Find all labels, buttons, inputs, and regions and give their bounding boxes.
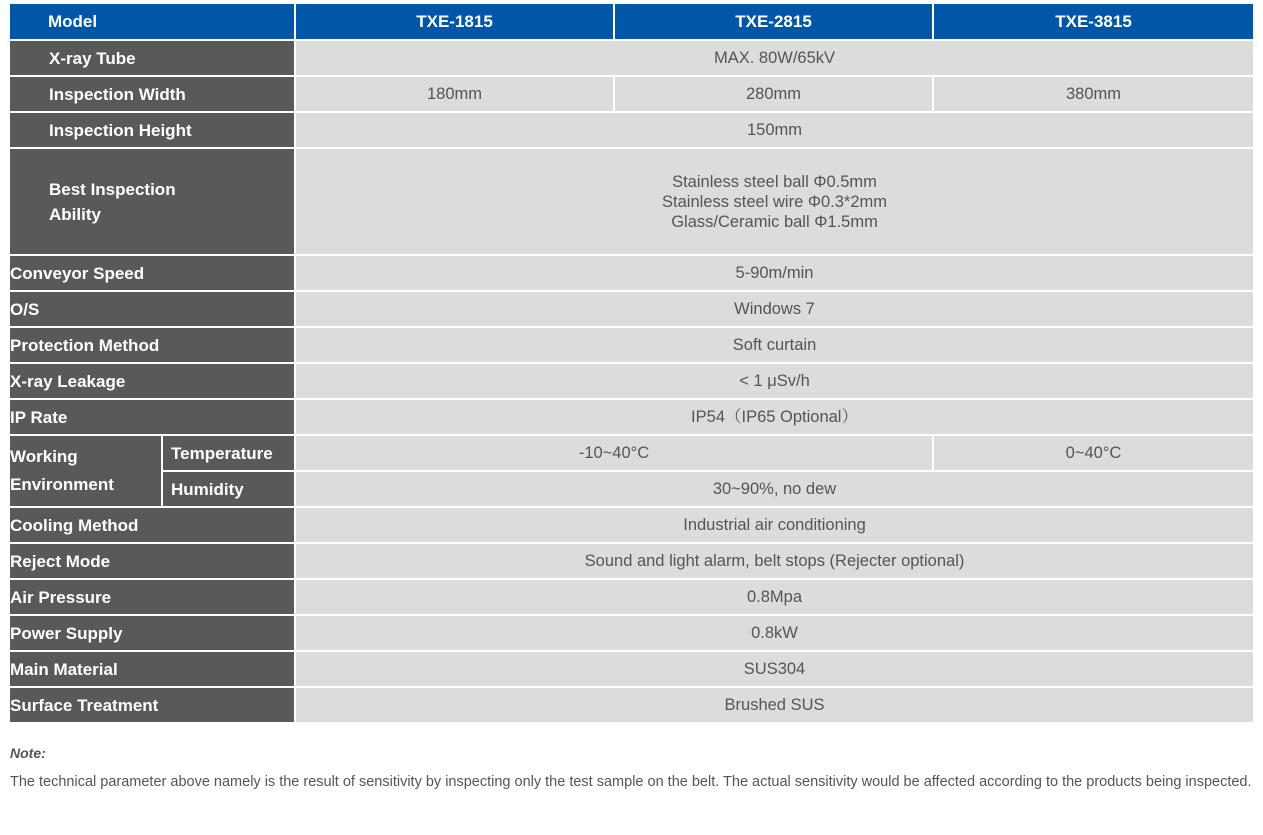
value-air-pressure: 0.8Mpa: [296, 580, 1253, 616]
value-best-inspection-ability: [296, 149, 1253, 256]
row-cooling-method: [10, 508, 1253, 544]
value-inspection-height: 150mm: [296, 113, 1253, 149]
row-label-os: O/S: [10, 292, 296, 328]
value-humidity: 30~90%, no dew: [296, 472, 1253, 508]
best-inspection-label-line2: Ability: [49, 204, 101, 224]
value-inspection-width-txe-2815: 280mm: [615, 77, 934, 113]
value-reject-mode: Sound and light alarm, belt stops (Rejecter optional): [296, 544, 1253, 580]
row-conveyor-speed: [10, 256, 1253, 292]
working-environment-line1: Working: [10, 447, 78, 466]
row-label-xray-tube: X-ray Tube: [10, 41, 296, 77]
value-inspection-width-txe-3815: 380mm: [934, 77, 1253, 113]
row-main-material: [10, 652, 1253, 688]
row-label-xray-leakage: X-ray Leakage: [10, 364, 296, 400]
row-ip-rate: [10, 400, 1253, 436]
value-xray-leakage: < 1 μSv/h: [296, 364, 1253, 400]
row-label-humidity: Humidity: [163, 472, 296, 508]
row-label-air-pressure: Air Pressure: [10, 580, 296, 616]
row-protection-method: [10, 328, 1253, 364]
row-label-ip-rate: IP Rate: [10, 400, 296, 436]
row-inspection-width: [10, 77, 1253, 113]
best-inspection-line-ball: Stainless steel ball Φ0.5mm: [672, 172, 877, 191]
row-label-cooling-method: Cooling Method: [10, 508, 296, 544]
value-os: Windows 7: [296, 292, 1253, 328]
row-label-inspection-height: Inspection Height: [10, 113, 296, 149]
note-text: The technical parameter above namely is the result of sensitivity by inspecting only the test sample on the belt. The actual sensitivity would be affected according to the products being inspected.: [10, 774, 1252, 790]
row-xray-leakage: [10, 364, 1253, 400]
value-inspection-width-txe-1815: 180mm: [296, 77, 615, 113]
row-xray-tube: [10, 41, 1253, 77]
row-label-best-inspection-ability: [10, 149, 296, 256]
row-label-inspection-width: Inspection Width: [10, 77, 296, 113]
model-header-label: Model: [10, 4, 296, 41]
value-conveyor-speed: 5-90m/min: [296, 256, 1253, 292]
value-surface-treatment: Brushed SUS: [296, 688, 1253, 724]
row-surface-treatment: [10, 688, 1253, 724]
value-ip-rate: IP54（IP65 Optional）: [296, 400, 1253, 436]
value-cooling-method: Industrial air conditioning: [296, 508, 1253, 544]
working-environment-line2: Environment: [10, 475, 114, 494]
model-header-txe-3815: TXE-3815: [934, 4, 1253, 41]
row-reject-mode: [10, 544, 1253, 580]
row-power-supply: [10, 616, 1253, 652]
row-label-power-supply: Power Supply: [10, 616, 296, 652]
best-inspection-label-line1: Best Inspection: [49, 179, 176, 199]
value-temperature-txe-3815: 0~40°C: [934, 436, 1253, 472]
best-inspection-line-glass: Glass/Ceramic ball Φ1.5mm: [671, 212, 878, 231]
row-label-reject-mode: Reject Mode: [10, 544, 296, 580]
value-protection-method: Soft curtain: [296, 328, 1253, 364]
row-label-protection-method: Protection Method: [10, 328, 296, 364]
value-temperature-txe-1815-2815: -10~40°C: [296, 436, 934, 472]
row-air-pressure: [10, 580, 1253, 616]
row-temperature: [10, 436, 1253, 472]
model-header-txe-2815: TXE-2815: [615, 4, 934, 41]
row-label-surface-treatment: Surface Treatment: [10, 688, 296, 724]
row-label-working-environment: [10, 436, 163, 508]
best-inspection-line-wire: Stainless steel wire Φ0.3*2mm: [662, 192, 888, 211]
value-main-material: SUS304: [296, 652, 1253, 688]
header-row: [10, 4, 1253, 41]
row-label-main-material: Main Material: [10, 652, 296, 688]
note-title: Note:: [10, 745, 46, 761]
spec-table: [10, 4, 1253, 724]
model-header-txe-1815: TXE-1815: [296, 4, 615, 41]
value-power-supply: 0.8kW: [296, 616, 1253, 652]
row-os: [10, 292, 1253, 328]
value-xray-tube: MAX. 80W/65kV: [296, 41, 1253, 77]
row-label-temperature: Temperature: [163, 436, 296, 472]
row-humidity: [10, 472, 1253, 508]
row-best-inspection-ability: [10, 149, 1253, 256]
row-label-conveyor-speed: Conveyor Speed: [10, 256, 296, 292]
row-inspection-height: [10, 113, 1253, 149]
